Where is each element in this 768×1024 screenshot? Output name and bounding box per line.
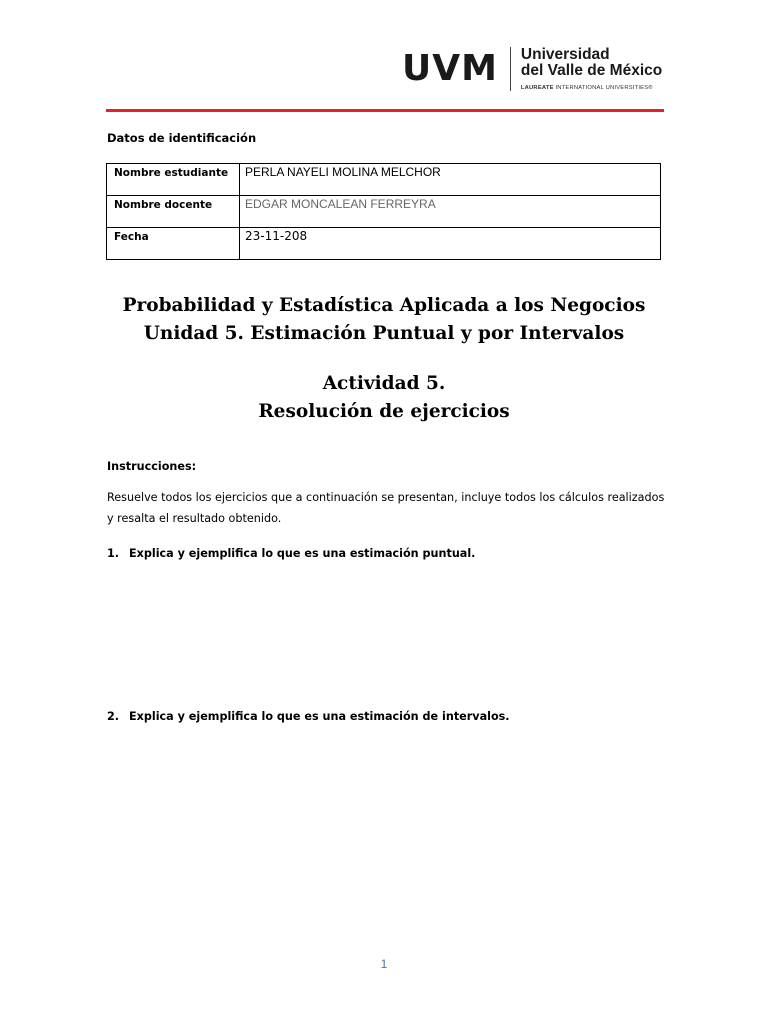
logo-tag-rest: INTERNATIONAL UNIVERSITIES® [553, 84, 653, 91]
activity-title: Resolución de ejercicios [258, 401, 510, 422]
question-1 [107, 543, 667, 564]
identification-table [106, 163, 661, 260]
activity-title-block [0, 370, 768, 426]
table-row [107, 164, 661, 196]
row-key: Fecha [107, 228, 240, 260]
instructions-text: Resuelve todos los ejercicios que a continuación se presentan, incluye todos los cálculos realizados y resalta el resultado obtenido. [107, 491, 665, 525]
logo-tag-bold: LAUREATE [520, 84, 554, 91]
question-number: 1. [107, 547, 120, 560]
course-title-block [0, 292, 768, 348]
question-number: 2. [107, 710, 120, 723]
logo-line-2: del Valle de México [520, 62, 663, 80]
question-2 [107, 706, 667, 727]
logo-tagline [521, 85, 662, 91]
header-divider [106, 109, 664, 112]
question-text: Explica y ejemplifica lo que es una estimación puntual. [129, 547, 476, 560]
row-value: PERLA NAYELI MOLINA MELCHOR [240, 164, 661, 196]
page-number: 1 [380, 957, 388, 971]
logo-divider [510, 47, 511, 91]
logo-text [521, 47, 662, 91]
table-row [107, 196, 661, 228]
uvm-logo [402, 44, 662, 94]
unit-title: Unidad 5. Estimación Puntual y por Intervalos [143, 323, 625, 344]
activity-number: Actividad 5. [322, 373, 446, 394]
row-value: EDGAR MONCALEAN FERREYRA [240, 196, 661, 228]
table-row [107, 228, 661, 260]
question-text: Explica y ejemplifica lo que es una estimación de intervalos. [129, 710, 510, 723]
row-key: Nombre docente [107, 196, 240, 228]
instructions-label: Instrucciones: [107, 460, 197, 473]
logo-mark: UVM [402, 48, 498, 89]
identification-label: Datos de identificación [107, 131, 257, 145]
logo-line-1: Universidad [520, 46, 610, 64]
row-value: 23-11-208 [240, 228, 661, 260]
row-key: Nombre estudiante [107, 164, 240, 196]
course-title: Probabilidad y Estadística Aplicada a los Negocios [122, 295, 646, 316]
